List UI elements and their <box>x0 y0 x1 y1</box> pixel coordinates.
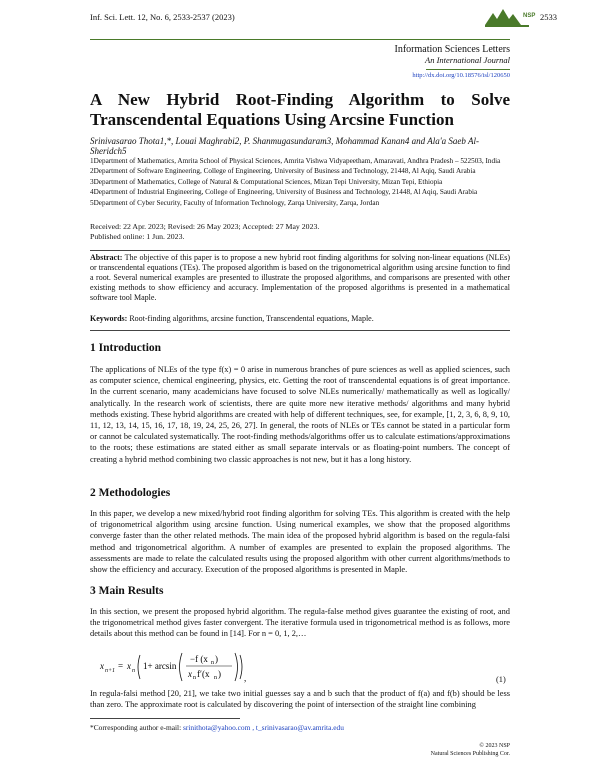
running-citation: Inf. Sci. Lett. 12, No. 6, 2533-2537 (2023) <box>90 12 235 22</box>
svg-text:x: x <box>188 669 192 679</box>
svg-text:n: n <box>211 660 214 666</box>
svg-text:n+1: n+1 <box>105 668 116 674</box>
affiliation-5: 5Department of Cyber Security, Faculty of Information Technology, Zarqa University, Zarqa, Jordan <box>90 198 380 207</box>
keywords-text: Root-finding algorithms, arcsine function, Transcendental equations, Maple. <box>129 314 374 323</box>
svg-text:1+ arcsin: 1+ arcsin <box>143 661 177 671</box>
section-3-text: In this section, we present the proposed hybrid algorithm. The regula-false method gives guarantee the existing of root, and the trigonometrical method gives faster convergent. The iterative formula used in trigonometrical method is as follows, more details about this method can be found in [14]. For n = 0, 1, 2,… <box>90 607 510 639</box>
logo-text: NSP <box>523 13 536 19</box>
journal-subtitle: An International Journal <box>425 55 510 65</box>
affiliation-4: 4Department of Industrial Engineering, College of Engineering, University of Business and Technology, 21448, Al Aqiq, Saudi Arabia <box>90 188 478 197</box>
footnote-rule <box>90 718 240 719</box>
abstract-top-rule <box>90 250 510 251</box>
nsp-logo-icon <box>483 5 536 29</box>
author-list: Srinivasarao Thota1,*, Louai Maghrabi2, P. Shanmugasundaram3, Mohammad Kanan4 and Ala'a Saeb Al-Sheridch5 <box>90 136 479 156</box>
published-date: Published online: 1 Jun. 2023. <box>90 232 185 241</box>
svg-text:x: x <box>127 661 131 671</box>
svg-text:,: , <box>244 673 247 683</box>
received-dates: Received: 22 Apr. 2023; Revised: 26 May 2023; Accepted: 27 May 2023. <box>90 222 320 231</box>
paper-title: A New Hybrid Root-Finding Algorithm to Solve Transcendental Equations Using Arcsine Function <box>90 90 510 129</box>
affiliations <box>90 156 510 208</box>
svg-text:n: n <box>193 675 196 681</box>
corresponding-author-footnote <box>90 723 344 732</box>
affiliation-2: 2Department of Software Engineering, College of Engineering, University of Business and Technology, 21448, Al Aqiq, Saudi Arabia <box>90 167 476 176</box>
copyright-line-2: Natural Sciences Publishing Cor. <box>430 751 510 757</box>
svg-text:x: x <box>100 661 104 671</box>
svg-text:=: = <box>118 661 124 671</box>
section-3-text-continued: In regula-falsi method [20, 21], we take two initial guesses say a and b such that the product of f(a) and f(b) should be less than zero. The approximate root is calculated by discovering the point of intersection of the straight line combining <box>90 689 510 710</box>
svg-text:f′(x: f′(x <box>197 669 210 679</box>
publication-dates <box>90 222 319 242</box>
keywords <box>90 314 510 323</box>
author-emails[interactable]: srinithota@yahoo.com , t_srinivasarao@av.amrita.edu <box>183 723 344 732</box>
corresponding-label: *Corresponding author e-mail: <box>90 723 182 732</box>
section-1-heading: 1 Introduction <box>90 342 162 354</box>
abstract-text: The objective of this paper is to propose a new hybrid root finding algorithms for solving non-linear equations (NLEs) or transcendental equations (TEs). The proposed algorithm is based on the trigonometrical algorithm using arcsine function to find a root. Several numerical examples are presented to illustrate the proposed algorithms, and comparisons are presented with other existing methods to show efficiency and accuracy. Implementation of the proposed algorithms is presented in a mathematical software tool Maple. <box>90 253 511 302</box>
journal-rule <box>426 69 510 70</box>
section-1-text: The applications of NLEs of the type f(x) = 0 arise in numerous branches of pure sciences as well as applied sciences, such as computer science, chemical engineering, physics, etc. Getting the root of transcendental equations is of great importance. In the current scenario, many academicians have focused to solve NLEs numerically/ mathematically as well as logically/ analytically. In the research work of scientists, there are quite more new iterative methods/ algorithms and many hybrid methods existing. These hybrid algorithms are created with help of different techniques, see, for example, [1, 2, 3, 6, 8, 9, 10, 11, 12, 13, 14, 15, 16, 17, 18, 19, 24, 25, 26, 27]. In general, the roots of NLEs or TEs cannot be stated in a particular form or cannot be calculated systematically. The root-finding methods/algorithms offer us to calculate estimations/approximations to the roots; these estimations are stated either as small separate intervals or as floating-point numbers. The concept of creating a hybrid method combining two classic approaches is not new, but it has a long history. <box>90 365 510 464</box>
svg-text:): ) <box>215 654 218 664</box>
doi-link[interactable]: http://dx.doi.org/10.18576/isl/120650 <box>412 72 510 79</box>
journal-block <box>394 44 510 65</box>
copyright <box>431 742 510 758</box>
copyright-line-1: © 2023 NSP <box>479 743 510 749</box>
abstract <box>90 253 510 303</box>
section-2-text: In this paper, we develop a new mixed/hybrid root finding algorithm for solving TEs. This algorithm is created with the help of trigonometrical algorithm using arcsine function. Using numerical examples, we show that the proposed algorithms converge faster than the other related methods. The main idea of the proposed hybrid algorithm is based on the regula-falsi method and trigonometrical algorithm. A number of examples are presented to explain the proposed algorithms. The assessments are made to relate the calculated results using the proposed algorithm with other current algorithms/methods to show the efficiency and accuracy. Execution of the proposed algorithms is presented in Maple. <box>90 509 510 575</box>
equation-number: (1) <box>496 675 506 684</box>
affiliation-3: 3Department of Mathematics, College of Natural & Computational Sciences, Mizan Tepi University, Mizan Tepi, Ethiopia <box>90 177 443 186</box>
svg-text:): ) <box>218 669 221 679</box>
abstract-label: Abstract: <box>90 253 123 262</box>
page-number: 2533 <box>540 12 557 22</box>
header-rule <box>90 39 510 40</box>
iteration-equation <box>100 651 360 683</box>
svg-text:n: n <box>132 668 135 674</box>
section-3-heading: 3 Main Results <box>90 585 164 597</box>
abstract-bottom-rule <box>90 330 510 331</box>
journal-title: Information Sciences Letters <box>394 44 510 55</box>
svg-text:n: n <box>214 675 217 681</box>
affiliation-1: 1Department of Mathematics, Amrita School of Physical Sciences, Amrita Vishwa Vidyapeetham, Amaravati, Andhra Pradesh – 522503, India <box>90 157 501 165</box>
section-2-heading: 2 Methodologies <box>90 487 171 499</box>
svg-text:−f (x: −f (x <box>190 654 208 664</box>
keywords-label: Keywords: <box>90 314 128 323</box>
